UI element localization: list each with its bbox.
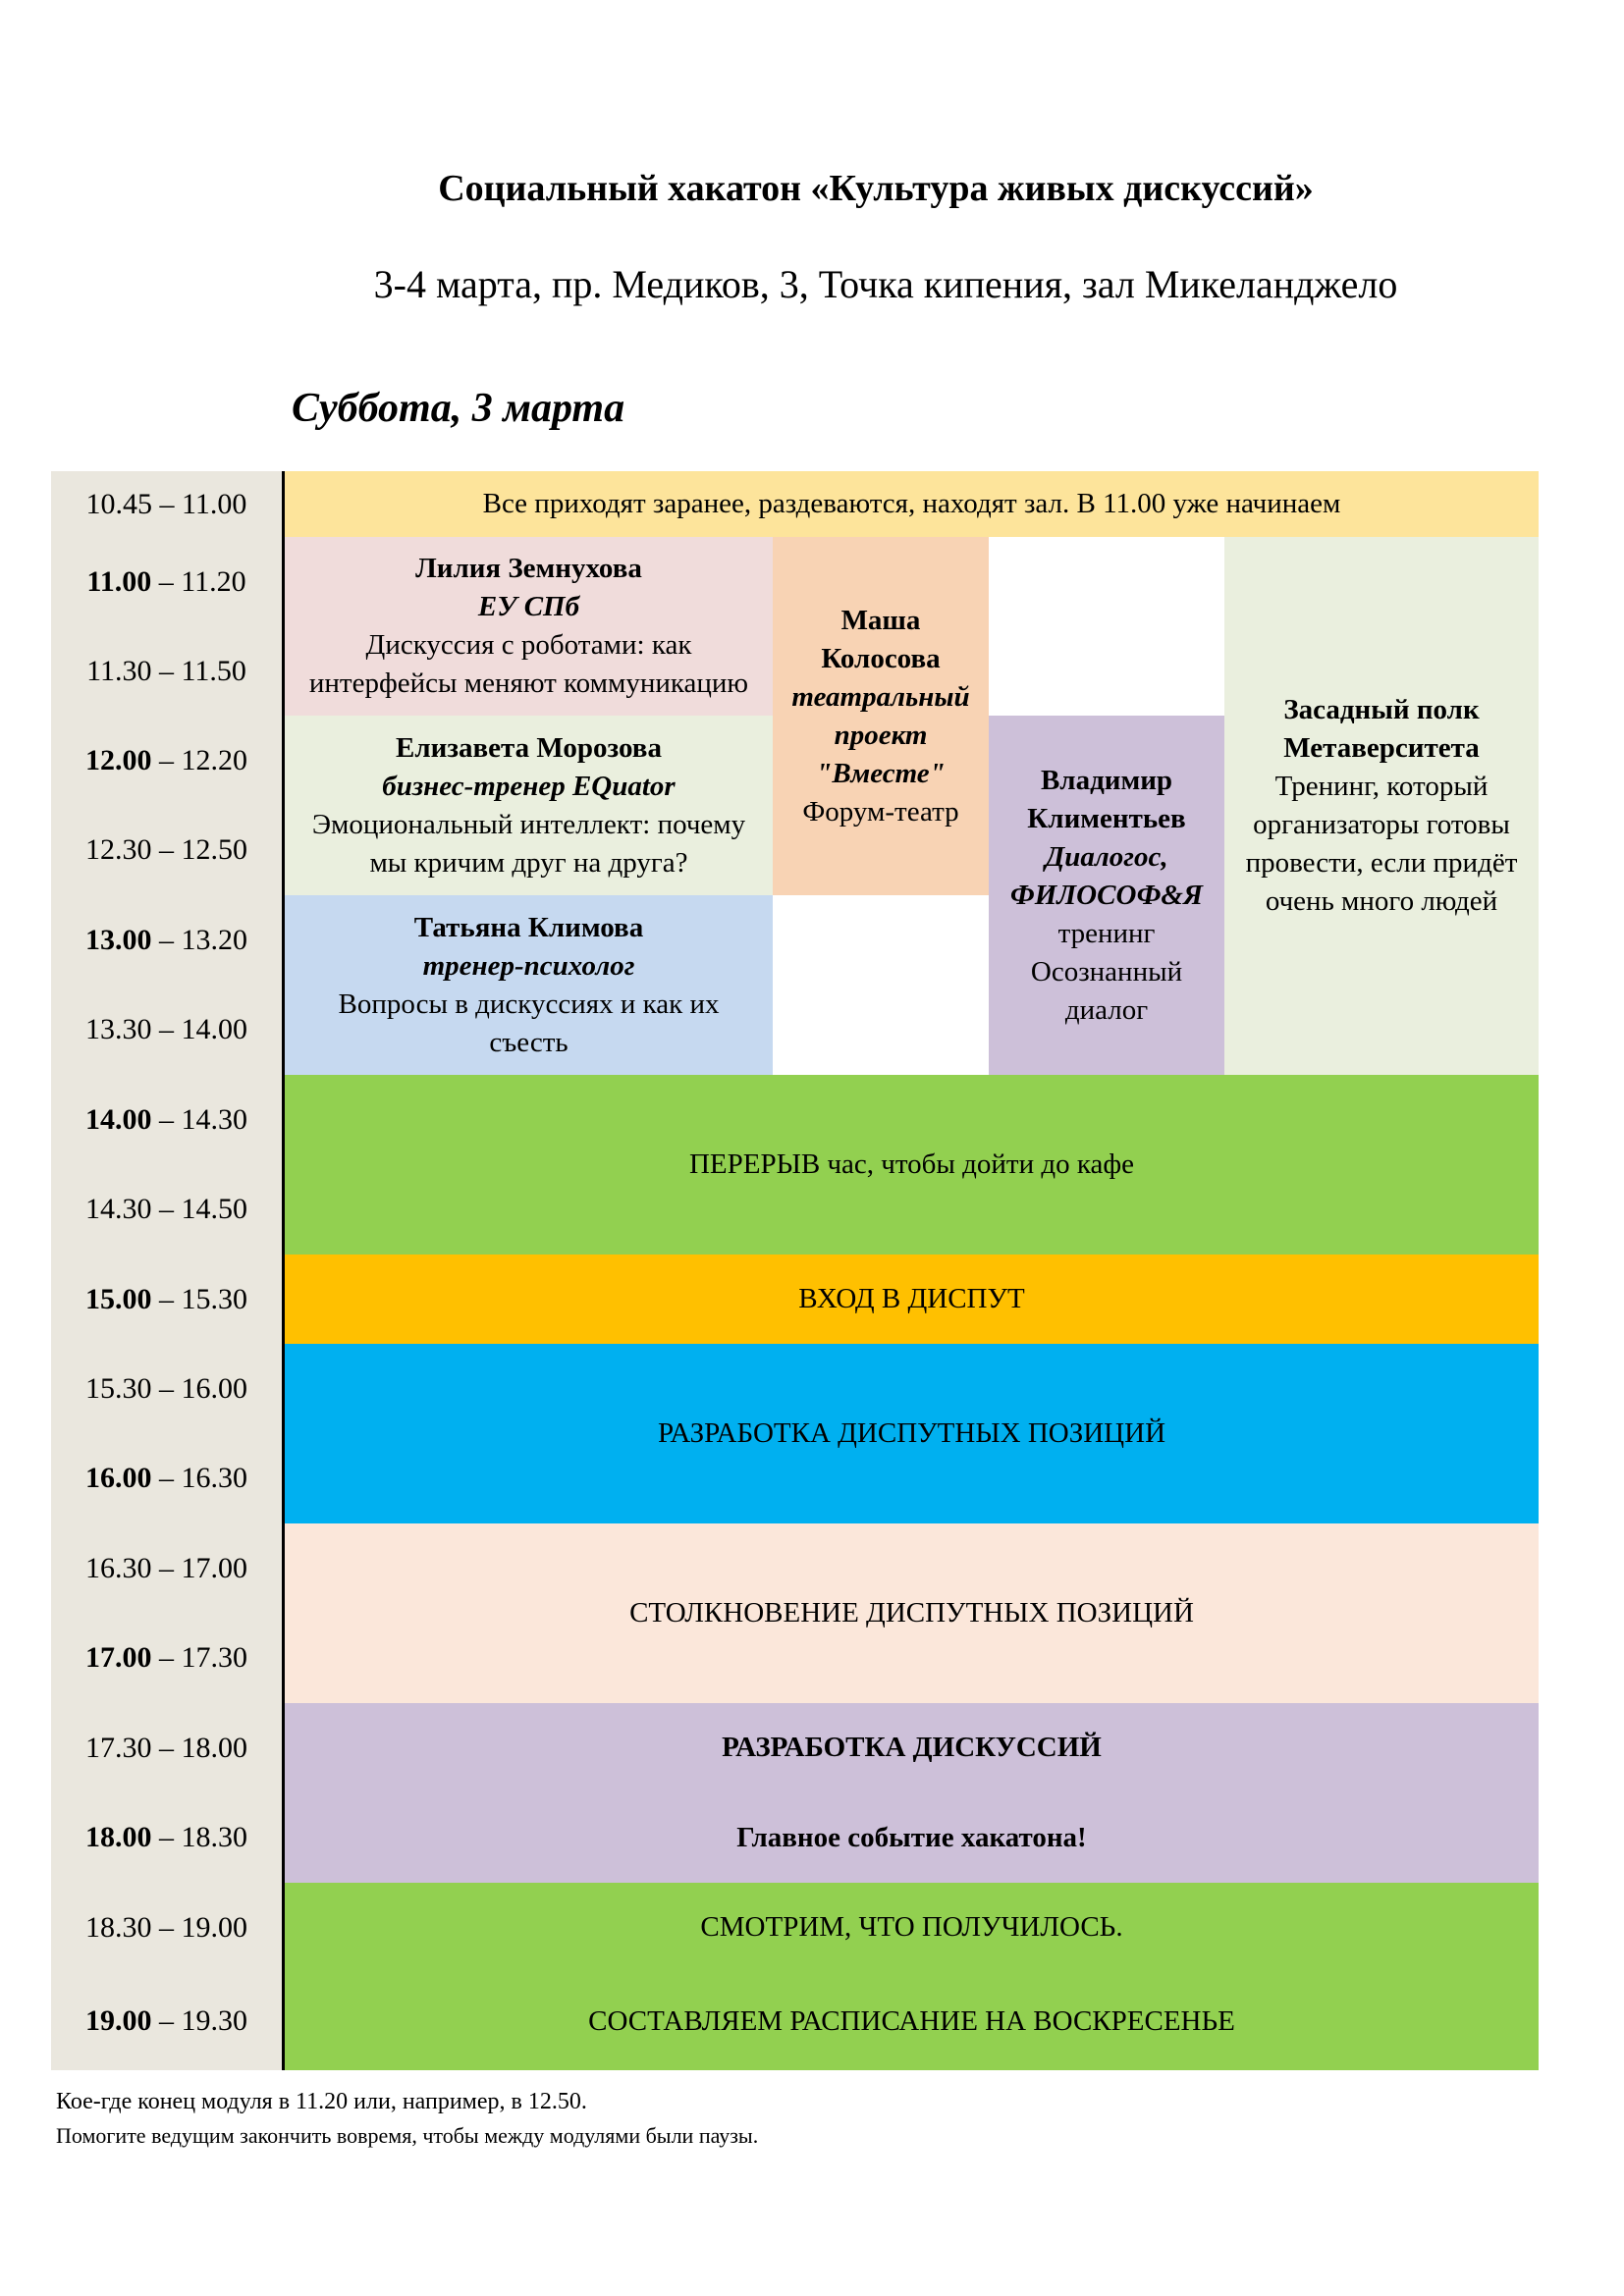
time-end: – 15.30 [151,1282,247,1315]
time-slot [51,1792,282,1883]
speaker-name: Елизавета Морозова [396,731,662,764]
time-slot [51,1523,282,1613]
time-slot [51,1164,282,1255]
event-subtitle: 3-4 марта, пр. Медиков, 3, Точка кипения, зал Микеланджело [373,262,1398,306]
main-event-row [285,1792,1539,1883]
time-end: – 11.20 [151,564,246,598]
session-description: очень много людей [1265,885,1498,917]
speaker-org: "Вместе" [816,757,946,789]
time-start: 14.30 [85,1193,152,1225]
time-start: 19.00 [85,2004,152,2037]
develop-positions-text: РАЗРАБОТКА ДИСПУТНЫХ ПОЗИЦИЙ [657,1417,1166,1449]
time-start: 15.00 [85,1282,152,1315]
time-start: 18.00 [85,1821,152,1853]
session-description: организаторы готовы [1253,809,1510,840]
time-end: – 14.30 [151,1102,247,1136]
session-description: Дискуссия с роботами: как [365,629,692,661]
time-start: 14.00 [85,1102,152,1136]
time-slot [51,1344,282,1433]
time-slot [51,1703,282,1792]
session-description: диалог [1064,993,1149,1026]
discussions-title-row [285,1703,1539,1792]
session-description: Осознанный [1030,955,1183,988]
time-slot [51,805,282,895]
day-heading: Суббота, 3 марта [292,386,625,431]
enter-dispute-text: ВХОД В ДИСПУТ [798,1283,1025,1314]
time-end: – 18.30 [151,1821,247,1853]
session-metaversity [1224,537,1539,1075]
time-start: 11.00 [86,564,152,598]
time-slot [51,1433,282,1523]
time-end: – 16.00 [151,1371,247,1405]
speaker-name: Владимир [1040,764,1173,796]
time-slot [51,895,282,985]
session-klimentyev [989,716,1224,1075]
footnote: Помогите ведущим закончить вовремя, чтобы между модулями были паузы. [56,2123,759,2148]
session-description: интерфейсы меняют коммуникацию [308,667,749,699]
speaker-name: Метаверситета [1283,732,1480,764]
develop-positions-block [285,1344,1539,1523]
session-description: Вопросы в дискуссиях и как их [338,988,720,1020]
speaker-name: Маша [840,604,921,636]
time-slot [51,985,282,1075]
enter-dispute-block [285,1255,1539,1344]
time-end: – 18.00 [151,1731,247,1764]
time-end: – 17.30 [151,1641,247,1674]
main-event-text: Главное событие хакатона! [736,1821,1087,1853]
discussions-title: РАЗРАБОТКА ДИСКУССИЙ [722,1732,1102,1763]
session-zemnukhova [285,537,773,716]
time-start: 10.45 [85,487,153,520]
time-end: – 12.20 [151,743,247,776]
time-slot [51,471,282,537]
time-start: 12.00 [85,743,152,776]
time-slot [51,716,282,805]
speaker-org: театральный [791,680,970,713]
session-description: съесть [489,1026,568,1058]
time-end: – 17.00 [151,1551,247,1584]
results-row [285,1883,1539,1972]
time-slot [51,1972,282,2070]
break-text: ПЕРЕРЫВ час, чтобы дойти до кафе [688,1148,1135,1180]
speaker-name: Татьяна Климова [413,911,644,943]
session-description: Эмоциональный интеллект: почему [311,808,746,840]
page-title: Социальный хакатон «Культура живых дискуссий» [438,168,1314,209]
time-end: – 13.20 [151,923,247,956]
speaker-org: бизнес-тренер EQuator [382,770,676,802]
time-end: – 11.50 [151,654,246,687]
session-kolosova [773,537,989,895]
results-text: СМОТРИМ, ЧТО ПОЛУЧИЛОСЬ. [700,1911,1123,1943]
time-slot [51,1613,282,1703]
sunday-text: СОСТАВЛЯЕМ РАСПИСАНИЕ НА ВОСКРЕСЕНЬЕ [588,2004,1235,2037]
time-end: – 12.50 [151,833,247,866]
time-end: – 16.30 [151,1462,247,1494]
time-slot [51,1255,282,1344]
footnote: Кое-где конец модуля в 11.20 или, например, в 12.50. [56,2089,587,2114]
time-slot [51,537,282,626]
time-start: 15.30 [85,1371,152,1405]
speaker-org: ЕУ СПб [477,591,580,622]
session-description: тренинг [1057,917,1156,949]
session-description: Тренинг, который [1274,771,1489,802]
clash-positions-block [285,1523,1539,1703]
clash-positions-text: СТОЛКНОВЕНИЕ ДИСПУТНЫХ ПОЗИЦИЙ [629,1597,1194,1629]
speaker-org: тренер-психолог [422,949,635,982]
speaker-name: Климентьев [1027,802,1186,834]
speaker-org: проект [834,719,928,751]
speaker-org: ФИЛОСОФ&Я [1010,879,1203,911]
session-morozova [285,716,773,895]
session-description: Форум-театр [802,795,959,828]
time-start: 13.30 [85,1013,152,1045]
time-start: 12.30 [85,833,152,866]
time-start: 11.30 [86,654,152,687]
time-end: – 19.00 [151,1910,247,1944]
speaker-name: Засадный полк [1283,694,1480,725]
time-end: – 14.50 [151,1193,247,1225]
time-start: 16.00 [85,1462,152,1494]
time-start: 13.00 [85,923,152,956]
session-klimova [285,895,773,1075]
arrival-row [285,471,1539,537]
speaker-org: Диалогос, [1045,840,1168,873]
break-block [285,1075,1539,1255]
time-slot [51,626,282,716]
arrival-text: Все приходят заранее, раздеваются, находят зал. В 11.00 уже начинаем [482,488,1341,519]
time-start: 17.00 [85,1641,152,1674]
session-description: провести, если придёт [1245,847,1518,879]
time-end: – 19.30 [151,2004,247,2037]
time-end: – 11.00 [152,487,247,520]
speaker-name: Лилия Земнухова [415,553,642,584]
closing-block [285,1883,1539,2070]
time-start: 16.30 [85,1551,152,1584]
session-description: мы кричим друг на друга? [369,846,688,879]
time-start: 18.30 [85,1910,152,1944]
time-start: 17.30 [85,1731,152,1764]
speaker-name: Колосова [821,642,941,674]
time-slot [51,1883,282,1972]
time-slot [51,1075,282,1164]
sunday-row [285,1972,1539,2070]
time-end: – 14.00 [151,1013,247,1045]
discussions-block [285,1703,1539,1883]
